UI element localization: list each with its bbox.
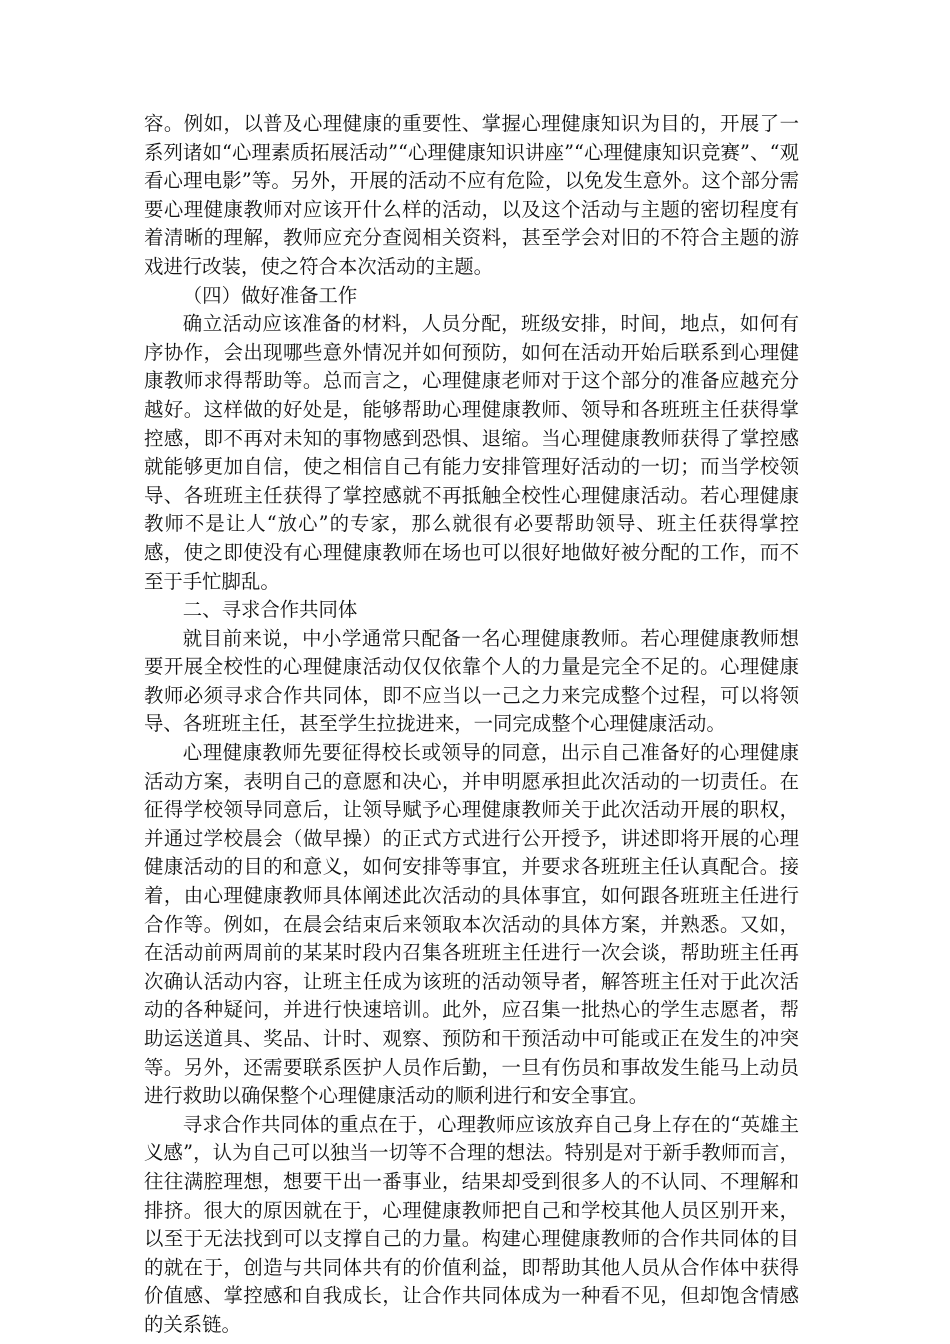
paragraph-cooperation-intro: 就目前来说，中小学通常只配备一名心理健康教师。若心理健康教师想要开展全校性的心理健康活动仅仅依靠个人的力量是完全不足的。心理健康教师必须寻求合作共同体，即不应当以一己之力来完成整个过程，可以将领导、各班班主任，甚至学生拉拢进来，一同完成整个心理健康活动。: [144, 626, 799, 736]
paragraph-cooperation-focus: 寻求合作共同体的重点在于，心理教师应该放弃自己身上存在的“英雄主义感”，认为自己可以独当一切等不合理的想法。特别是对于新手教师而言，往往满腔理想，想要干出一番事业，结果却受到很多人的不认同、不理解和排挤。很大的原因就在于，心理健康教师把自己和学校其他人员区别开来，以至于无法找到可以支撑自己的力量。构建心理健康教师的合作共同体的目的就在于，创造与共同体共有的价值利益，即帮助其他人员从合作体中获得价值感、掌控感和自我成长，让合作共同体成为一种看不见，但却饱含情感的关系链。: [144, 1112, 799, 1336]
heading-cooperation: 二、寻求合作共同体: [182, 598, 358, 622]
document-page: [144, 110, 799, 1340]
paragraph-activity-content: 容。例如，以普及心理健康的重要性、掌握心理健康知识为目的，开展了一系列诸如“心理素质拓展活动”“心理健康知识讲座”“心理健康知识竞赛”、“观看心理电影”等。另外，开展的活动不应有危险，以免发生意外。这个部分需要心理健康教师对应该开什么样的活动，以及这个活动与主题的密切程度有着清晰的理解，教师应充分查阅相关资料，甚至学会对旧的不符合主题的游戏进行改装，使之符合本次活动的主题。: [144, 112, 799, 278]
heading-preparation: （四）做好准备工作: [182, 283, 358, 307]
paragraph-cooperation-steps: 心理健康教师先要征得校长或领导的同意，出示自己准备好的心理健康活动方案，表明自己的意愿和决心，并申明愿承担此次活动的一切责任。在征得学校领导同意后，让领导赋予心理健康教师关于此次活动开展的职权，并通过学校晨会（做早操）的正式方式进行公开授予，讲述即将开展的心理健康活动的目的和意义，如何安排等事宜，并要求各班班主任认真配合。接着，由心理健康教师具体阐述此次活动的具体事宜，如何跟各班班主任进行合作等。例如，在晨会结束后来领取本次活动的具体方案，并熟悉。又如，在活动前两周前的某某时段内召集各班班主任进行一次会谈，帮助班主任再次确认活动内容，让班主任成为该班的活动领导者，解答班主任对于此次活动的各种疑问，并进行快速培训。此外，应召集一批热心的学生志愿者，帮助运送道具、奖品、计时、观察、预防和干预活动中可能或正在发生的冲突等。另外，还需要联系医护人员作后勤，一旦有伤员和事故发生能马上动员进行救助以确保整个心理健康活动的顺利进行和安全事宜。: [144, 741, 799, 1108]
paragraph-preparation: 确立活动应该准备的材料，人员分配，班级安排，时间，地点，如何有序协作，会出现哪些意外情况并如何预防，如何在活动开始后联系到心理健康教师求得帮助等。总而言之，心理健康老师对于这个部分的准备应越充分越好。这样做的好处是，能够帮助心理健康教师、领导和各班班主任获得掌控感，即不再对未知的事物感到恐惧、退缩。当心理健康教师获得了掌控感就能够更加自信，使之相信自己有能力安排管理好活动的一切；而当学校领导、各班班主任获得了掌控感就不再抵触全校性心理健康活动。若心理健康教师不是让人“放心”的专家，那么就很有必要帮助领导、班主任获得掌控感，使之即使没有心理健康教师在场也可以很好地做好被分配的工作，而不至于手忙脚乱。: [144, 312, 799, 593]
